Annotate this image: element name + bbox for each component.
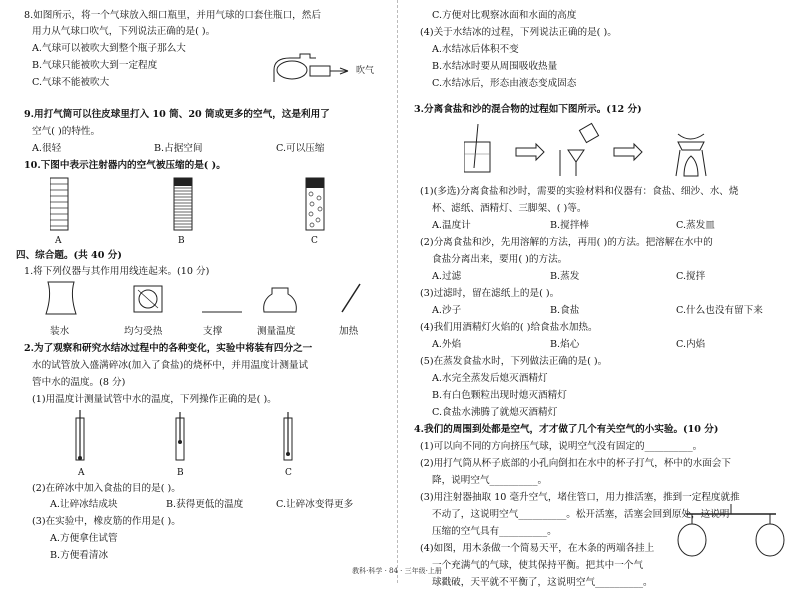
- q4-stem: 4.我们的周围到处都是空气，才才做了几个有关空气的小实验。(10 分): [414, 424, 719, 435]
- q4-s4-line2: 一个充满气的气球，使其保持平衡。把其中一个气: [432, 560, 644, 571]
- sub4-option-a: A.水结冰后体积不变: [432, 44, 519, 55]
- q3-s4: (4)我们用酒精灯火焰的( )给食盐水加热。: [420, 322, 598, 333]
- thermo-label-c: C: [285, 468, 292, 478]
- q4-s4-line3: 球戳破，天平就不平衡了，这说明空气__________。: [432, 577, 653, 588]
- q8-option-c: C.气球不能被吹大: [32, 77, 110, 88]
- q3-s4-option-b: B.焰心: [550, 339, 580, 350]
- q4-s1: (1)可以向不同的方向挤压气球，说明空气没有固定的__________。: [420, 441, 703, 452]
- q3-s3-option-b: B.食盐: [550, 305, 580, 316]
- q3-s2-line2: 食盐分离出来，要用( )的方法。: [432, 254, 568, 265]
- use-support: 支撑: [203, 326, 223, 337]
- separation-process-figure: [464, 120, 764, 180]
- thermo-label-b: B: [177, 468, 184, 478]
- q4-s4-line1: (4)如图，用木条做一个简易天平，在木条的两端各挂上: [420, 543, 655, 554]
- sub2-option-c: C.让碎冰变得更多: [276, 499, 354, 510]
- q3-s1-option-c: C.蒸发皿: [676, 220, 715, 231]
- q10-label-a: A: [55, 236, 62, 246]
- q9-option-b: B.占据空间: [154, 143, 203, 154]
- instruments-figure: [42, 280, 362, 320]
- q3-s1-option-a: A.温度计: [432, 220, 471, 231]
- blow-label: 吹气: [356, 66, 375, 76]
- use-heating: 加热: [339, 326, 359, 337]
- q3-stem: 3.分离食盐和沙的混合物的过程如下图所示。(12 分): [414, 104, 642, 115]
- s4-q2-sub3: (3)在实验中，橡皮筋的作用是( )。: [32, 516, 181, 527]
- s4-q2-stem-line1: 2.为了观察和研究水结冰过程中的各种变化，实验中将装有四分之一: [24, 343, 313, 354]
- q3-s5: (5)在蒸发食盐水时，下列做法正确的是( )。: [420, 356, 608, 367]
- q8-stem-line1: 8.如图所示，将一个气球放入细口瓶里，并用气球的口套住瓶口，然后: [24, 10, 321, 21]
- q3-s5-option-a: A.水完全蒸发后熄灭酒精灯: [432, 373, 548, 384]
- s4-q2-sub1: (1)用温度计测量试管中水的温度，下列操作正确的是( )。: [32, 394, 277, 405]
- q4-s2-line2: 降，说明空气__________。: [432, 475, 548, 486]
- sub2-option-a: A.让碎冰结成块: [50, 499, 118, 510]
- page-divider: [397, 0, 398, 583]
- sub3-option-a: A.方便拿住试管: [50, 533, 118, 544]
- q3-s5-option-c: C.食盐水沸腾了就熄灭酒精灯: [432, 407, 558, 418]
- thermometer-figure: [72, 410, 312, 466]
- q3-s3-option-a: A.沙子: [432, 305, 462, 316]
- q4-s3-line1: (3)用注射器抽取 10 毫升空气，堵住管口，用力推活塞，推到一定程度就推: [420, 492, 740, 503]
- q9-option-c: C.可以压缩: [276, 143, 325, 154]
- q8-option-b: B.气球只能被吹大到一定程度: [32, 60, 158, 71]
- use-measure-temperature: 测量温度: [257, 326, 296, 337]
- q3-s5-option-b: B.有白色颗粒出现时熄灭酒精灯: [432, 390, 567, 401]
- q10-stem: 10.下图中表示注射器内的空气被压缩的是( )。: [24, 160, 226, 171]
- balloon-balance-figure: [676, 504, 786, 564]
- s4-q2-stem-line2: 水的试管放入盛满碎冰(加入了食盐)的烧杯中，并用温度计测量试: [32, 360, 309, 371]
- syringe-compression-figure: [50, 176, 350, 234]
- q3-s3: (3)过滤时，留在滤纸上的是( )。: [420, 288, 560, 299]
- q10-label-c: C: [311, 236, 318, 246]
- section-4-title: 四、综合题。(共 40 分): [16, 250, 122, 261]
- q3-s2-option-c: C.搅拌: [676, 271, 706, 282]
- q3-s2-option-a: A.过滤: [432, 271, 462, 282]
- q3-s2-line1: (2)分离食盐和沙，先用溶解的方法，再用( )的方法。把溶解在水中的: [420, 237, 713, 248]
- q3-s4-option-c: C.内焰: [676, 339, 706, 350]
- sub4-stem: (4)关于水结冰的过程，下列说法正确的是( )。: [420, 27, 617, 38]
- sub4-option-b: B.水结冰时要从周围吸收热量: [432, 61, 558, 72]
- q9-option-a: A.很轻: [32, 143, 62, 154]
- q3-s2-option-b: B.蒸发: [550, 271, 580, 282]
- sub2-option-b: B.获得更低的温度: [166, 499, 244, 510]
- use-water: 装水: [50, 326, 70, 337]
- q3-s1-line2: 杯、滤纸、酒精灯、三脚架、( )等。: [432, 203, 587, 214]
- q4-s2-line1: (2)用打气筒从杯子底部的小孔向倒扣在水中的杯子打气，杯中的水面会下: [420, 458, 731, 469]
- q4-s3-line2: 不动了，这说明空气__________。松开活塞，活塞会回到原处，这说明: [432, 509, 730, 520]
- q3-s1-option-b: B.搅拌棒: [550, 220, 589, 231]
- sub3-option-b: B.方便看清冰: [50, 550, 109, 561]
- page-footer: 教科·科学 · 84 · 三年级·上册: [352, 567, 442, 575]
- use-even-heating: 均匀受热: [124, 326, 163, 337]
- q3-s1-line1: (1)(多选)分离食盐和沙时，需要的实验材料和仪器有：食盐、细沙、水、烧: [420, 186, 739, 197]
- q8-option-a: A.气球可以被吹大到整个瓶子那么大: [32, 43, 186, 54]
- q8-stem-line2: 用力从气球口吹气，下列说法正确的是( )。: [32, 26, 216, 37]
- s4-q1-stem: 1.将下列仪器与其作用用线连起来。(10 分): [24, 266, 210, 277]
- q3-s3-option-c: C.什么也没有留下来: [676, 305, 763, 316]
- s4-q2-stem-line3: 管中水的温度。(8 分): [32, 377, 126, 388]
- q9-stem-line2: 空气( )的特性。: [32, 126, 101, 137]
- q9-stem-line1: 9.用打气筒可以往皮球里打入 10 筒、20 筒或更多的空气，这是利用了: [24, 109, 330, 120]
- sub3-option-c: C.方便对比观察冰面和水面的高度: [432, 10, 577, 21]
- thermo-label-a: A: [78, 468, 85, 478]
- sub4-option-c: C.水结冰后，形态由液态变成固态: [432, 78, 577, 89]
- q10-label-b: B: [178, 236, 185, 246]
- q3-s4-option-a: A.外焰: [432, 339, 462, 350]
- q4-s3-line3: 压缩的空气具有__________。: [432, 526, 557, 537]
- s4-q2-sub2: (2)在碎冰中加入食盐的目的是( )。: [32, 483, 181, 494]
